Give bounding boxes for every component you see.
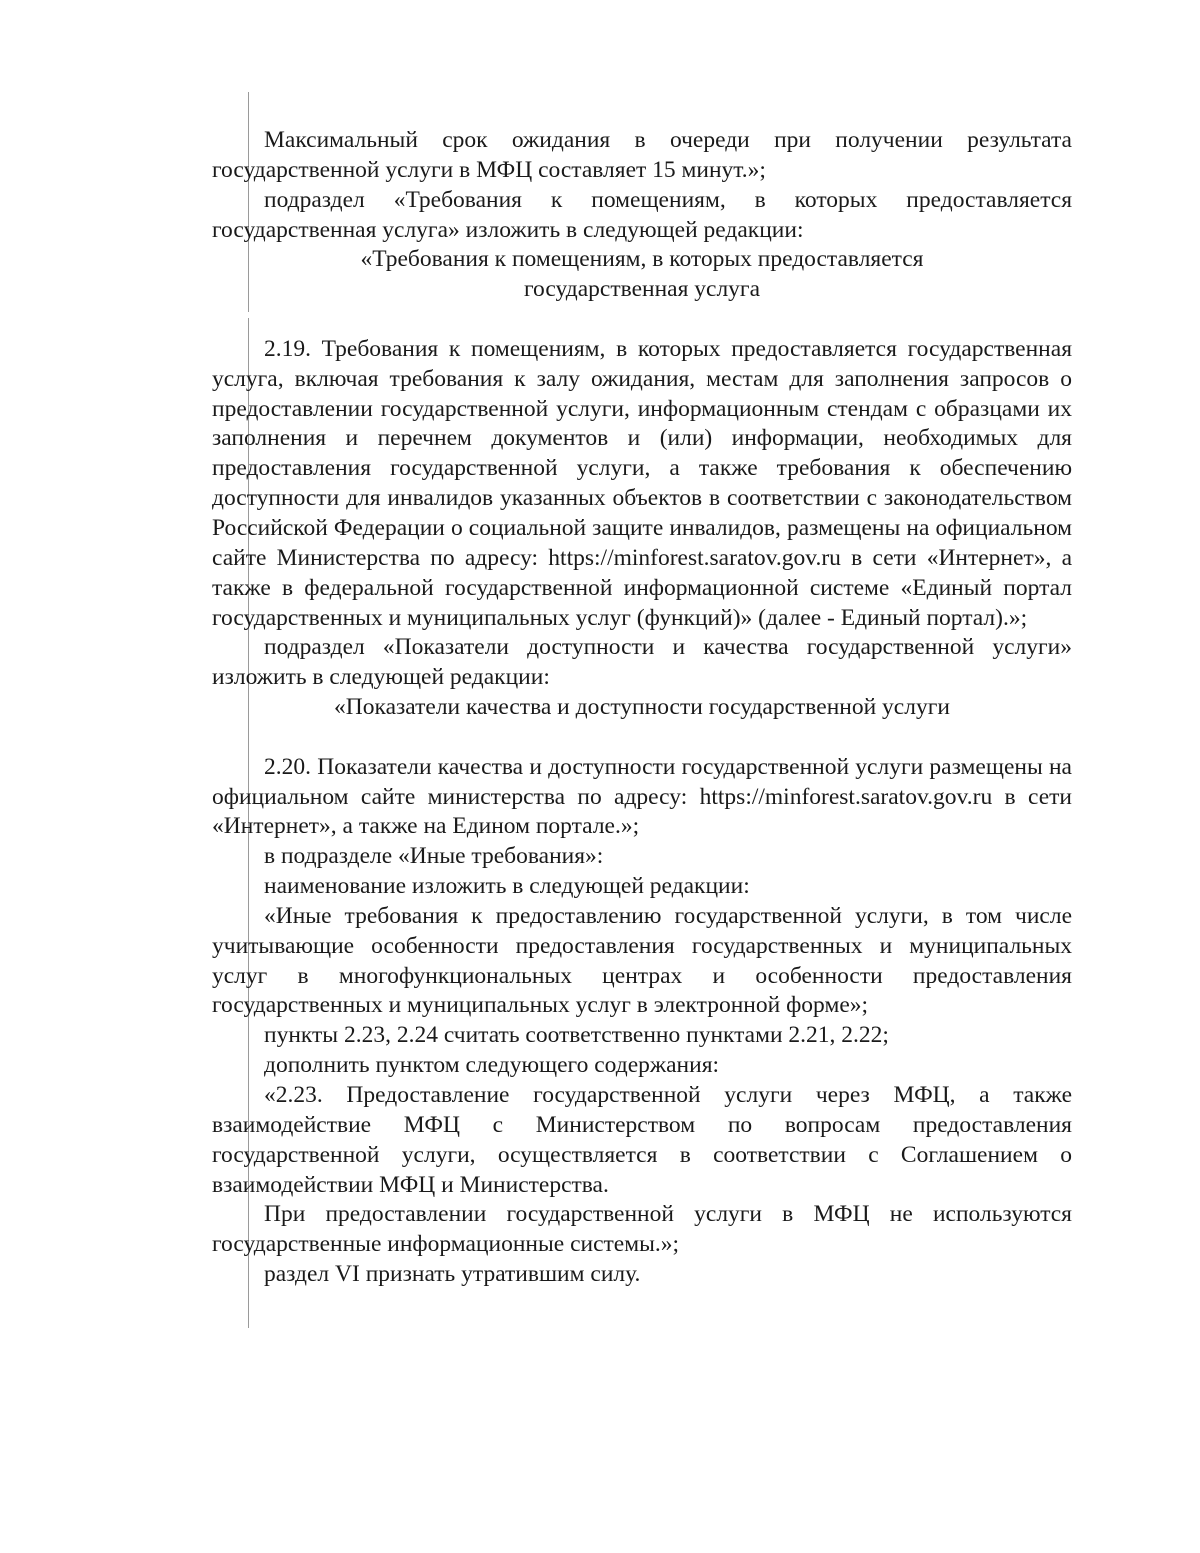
paragraph-waiting-time: Максимальный срок ожидания в очереди при получении результата государственной услуги в МФЦ составляет 15 минут.»; bbox=[212, 127, 1072, 183]
paragraph-section-vi: раздел VI признать утратившим силу. bbox=[264, 1261, 641, 1288]
paragraph-renumber: пункты 2.23, 2.24 считать соответственно пунктами 2.21, 2.22; bbox=[264, 1022, 889, 1049]
paragraph-indicators-subsection: подраздел «Показатели доступности и качества государственной услуги» изложить в следующей редакции: bbox=[212, 634, 1072, 691]
paragraph-other-requirements: в подразделе «Иные требования»: bbox=[264, 843, 604, 870]
heading-indicators: «Показатели качества и доступности государственной услуги bbox=[334, 694, 950, 721]
paragraph-premises-subsection: подраздел «Требования к помещениям, в которых предоставляется государственная услуга» изложить в следующей редакции: bbox=[212, 186, 1072, 243]
paragraph-info-systems: При предоставлении государственной услуги в МФЦ не используются государственные информационные системы.»; bbox=[212, 1201, 1072, 1258]
paragraph-2-23: «2.23. Предоставление государственной услуги через МФЦ, а также взаимодействие МФЦ с Министерством по вопросам предоставления государственной услуги, осуществляется в соответствии с Соглашением о взаимодействии МФЦ и Министерства. bbox=[212, 1082, 1072, 1198]
paragraph-gap bbox=[212, 305, 1072, 335]
paragraph-other-requirements-title: «Иные требования к предоставлению государственной услуги, в том числе учитывающие особенности предоставления государственных и муниципальных услуг в многофункциональных центрах и особенности предоставления государственных и муниципальных услуг в электронной форме»; bbox=[212, 902, 1072, 1019]
paragraph-2-20: 2.20. Показатели качества и доступности государственной услуги размещены на официальном сайте министерства по адресу: https://minforest.saratov.gov.ru в сети «Интернет», а также на Едином портале.»; bbox=[212, 753, 1072, 840]
paragraph-2-19: 2.19. Требования к помещениям, в которых предоставляется государственная услуга, включая требования к залу ожидания, местам для заполнения запросов о предоставлении государственной услуги, информационным стендам с образцами их заполнения и перечнем документов и (или) информации, необходимых для предоставления государственной услуги, а также требования к обеспечению доступности для инвалидов указанных объектов в соответствии с законодательством Российской Федерации о социальной защите инвалидов, размещены на официальном сайте Министерства по адресу: https://minforest.saratov.gov.ru в сети «Интернет», а также в федеральной государственной информационной системе «Единый портал государственных и муниципальных услуг (функций)» (далее - Единый портал).»; bbox=[212, 335, 1072, 631]
paragraph-add-item: дополнить пунктом следующего содержания: bbox=[264, 1052, 720, 1079]
paragraph-name-edit: наименование изложить в следующей редакции: bbox=[264, 873, 750, 900]
document-body bbox=[212, 126, 1072, 1290]
heading-premises-line1: «Требования к помещениям, в которых предоставляется bbox=[360, 246, 924, 273]
paragraph-gap bbox=[212, 723, 1072, 753]
heading-premises-line2: государственная услуга bbox=[524, 276, 760, 303]
